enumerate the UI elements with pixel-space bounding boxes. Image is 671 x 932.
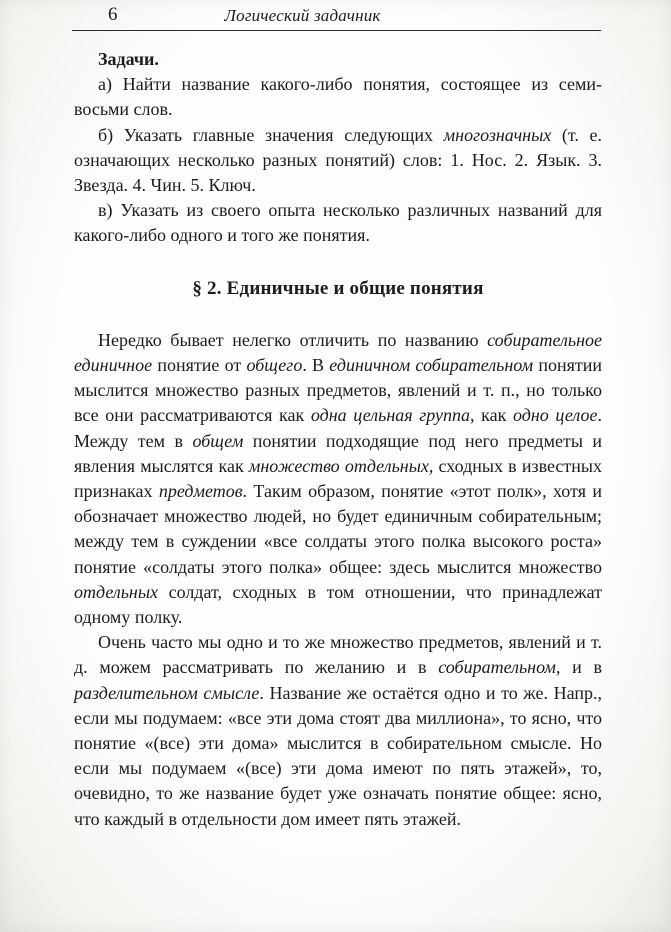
page-number: 6 xyxy=(108,4,118,25)
running-title: Логический задачник xyxy=(224,6,381,25)
tasks-title: Задачи. xyxy=(98,49,159,69)
page-content xyxy=(0,31,671,832)
page-header xyxy=(0,0,671,30)
body-paragraph-2: Очень часто мы одно и то же множество предметов, явлений и т. д. можем рассматривать по желанию и в собирательном, и в разделительном смысле. Название же остаётся одно и то же. Напр., если мы подумаем: «все эти дома стоят два миллиона», то ясно, что понятие «(все) эти дома» мыслится в собирательном смысле. Но если мы подумаем «(все) эти дома имеют по пять этажей», то, очевидно, то же название будет уже означать понятие общее: ясно, что каждый в отдельности дом имеет пять этажей. xyxy=(74,632,603,829)
task-item-a: а) Найти название какого-либо понятия, состоящее из семи-восьми слов. xyxy=(74,74,602,120)
body-paragraph-1: Нередко бывает нелегко отличить по названию собирательное единичное понятие от общего. В единичном собирательном понятии мыслится множество разных предметов, явлений и т. п., но только все они рассматриваются как одна цельная группа, как одно целое. Между тем в общем понятии подходящие под него предметы и явления мыслятся как множество отдельных, сходных в известных признаках предметов. Таким образом, понятие «этот полк», хотя и обозначает множество людей, но будет единичным собирательным; между тем в суждении «все солдаты этого полка высокого роста» понятие «солдаты этого полка» общее: здесь мыслится множество отдельных солдат, сходных в том отношении, что принадлежат одному полку. xyxy=(74,329,602,628)
task-item-b: б) Указать главные значения следующих многозначных (т. е. означающих несколько разных понятий) слов: 1. Нос. 2. Язык. 3. Звезда. 4. Чин. 5. Ключ. xyxy=(74,124,603,196)
task-item-v: в) Указать из своего опыта несколько различных названий для какого-либо одного и того же понятия. xyxy=(74,200,602,246)
section-heading: § 2. Единичные и общие понятия xyxy=(192,277,484,299)
